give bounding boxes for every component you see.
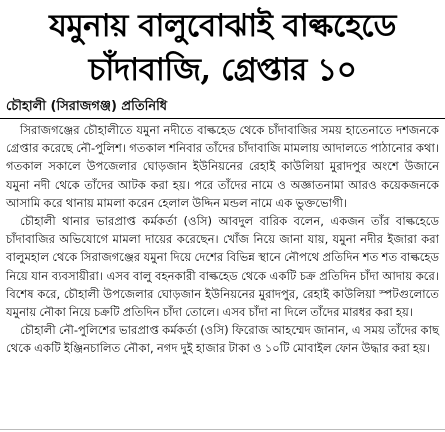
headline-line-2: চাঁদাবাজি, গ্রেপ্তার ১০ (88, 52, 357, 88)
byline: চৌহালী (সিরাজগঞ্জ) প্রতিনিধি (6, 99, 168, 114)
article-body (6, 121, 439, 358)
paragraph-2: চৌহালী থানার ভারপ্রাপ্ত কর্মকর্তা (ওসি) আবদুল বারিক বলেন, একজন তাঁর বাল্কহেডে চাঁদাবাজির অভিযোগে মামলা দায়ের করেছেন। খোঁজ নিয়ে জানা যায়, যমুনা নদীর ইজারা করা বালুমহাল থেকে সিরাজগঞ্জের যমুনা দিয়ে দেশের বিভিন্ন স্থানে নৌপথে প্রতিদিন শত শত বাল্কহেড নিয়ে যান ব্যবসায়ীরা। এসব বালু বহনকারী বাল্কহেড থেকে একটি চক্র প্রতিদিন চাঁদা আদায় করে। বিশেষ করে, চৌহালী উপজেলার ঘোড়জান ইউনিয়নের মুরাদপুর, রেহাই কাউলিয়া স্পটগুলোতে যমুনায় নৌকা নিয়ে চক্রটি প্রতিদিন চাঁদা তোলে। এসব চাঁদা না দিলে তাঁদের মারধর করা হয়। (6, 214, 439, 320)
divider (0, 118, 445, 119)
paragraph-3: চৌহালী নৌ-পুলিশের ভারপ্রাপ্ত কর্মকর্তা (ওসি) ফিরোজ আহম্মেদ জানান, এ সময় তাঁদের কাছ থেকে একটি ইঞ্জিনচালিত নৌকা, নগদ দুই হাজার টাকা ও ১০টি মোবাইল ফোন উদ্ধার করা হয়। (6, 323, 439, 356)
headline-line-1: যমুনায় বালুবোঝাই বাল্কহেডে (49, 8, 396, 44)
headline (6, 4, 439, 92)
bottom-divider (0, 429, 445, 430)
paragraph-1: সিরাজগঞ্জের চৌহালীতে যমুনা নদীতে বাল্কহেড থেকে চাঁদাবাজির সময় হাতেনাতে দশজনকে গ্রেপ্তার করেছে নৌ-পুলিশ। গতকাল শনিবার তাঁদের চাঁদাবাজি মামলায় আদালতে পাঠানোর কথা। গতকাল সকালে উপজেলার ঘোড়জান ইউনিয়নের রেহাই কাউলিয়া মুরাদপুর অংশে উজানে যমুনা নদী থেকে তাঁদের আটক করা হয়। পরে তাঁদের নামে ও অজ্ঞাতনামা আরও কয়েকজনকে আসামি করে থানায় মামলা করেন হেলাল উদ্দিন মন্ডল নামে এক ভুক্তভোগী। (6, 123, 439, 210)
